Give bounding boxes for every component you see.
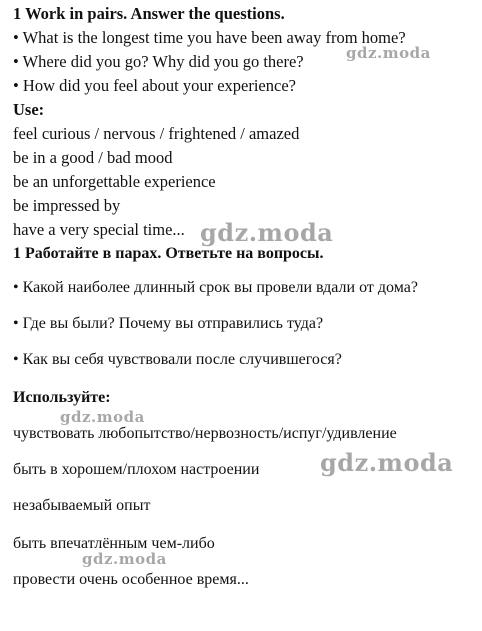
- english-heading: 1 Work in pairs. Answer the questions.: [13, 4, 285, 23]
- english-question-3: • How did you feel about your experience?: [13, 76, 296, 95]
- watermark: gdz.moda: [82, 550, 167, 568]
- english-use-label: Use:: [13, 100, 45, 119]
- russian-question-2: • Где вы были? Почему вы отправились туда?: [13, 315, 324, 332]
- english-phrase-1: feel curious / nervous / frightened / amazed: [13, 124, 300, 143]
- english-phrase-5: have a very special time...: [13, 220, 185, 239]
- russian-phrase-3: незабываемый опыт: [13, 497, 151, 514]
- watermark: gdz.moda: [346, 44, 431, 62]
- russian-phrase-2: быть в хорошем/плохом настроении: [13, 461, 260, 478]
- watermark: gdz.moda: [320, 448, 454, 477]
- english-question-1: • What is the longest time you have been away from home?: [13, 28, 406, 47]
- russian-use-label: Используйте:: [13, 389, 111, 406]
- russian-question-3: • Как вы себя чувствовали после случившегося?: [13, 351, 342, 368]
- watermark: gdz.moda: [200, 218, 334, 247]
- russian-phrase-1: чувствовать любопытство/нервозность/испуг/удивление: [13, 425, 397, 442]
- english-question-2: • Where did you go? Why did you go there?: [13, 52, 304, 71]
- english-phrase-2: be in a good / bad mood: [13, 148, 173, 167]
- russian-heading: 1 Работайте в парах. Ответьте на вопросы.: [13, 245, 324, 262]
- watermark: gdz.moda: [60, 408, 145, 426]
- russian-phrase-4: быть впечатлённым чем-либо: [13, 535, 215, 552]
- english-phrase-3: be an unforgettable experience: [13, 172, 216, 191]
- english-phrase-4: be impressed by: [13, 196, 121, 215]
- russian-phrase-5: провести очень особенное время...: [13, 571, 249, 588]
- russian-question-1: • Какой наиболее длинный срок вы провели вдали от дома?: [13, 279, 418, 296]
